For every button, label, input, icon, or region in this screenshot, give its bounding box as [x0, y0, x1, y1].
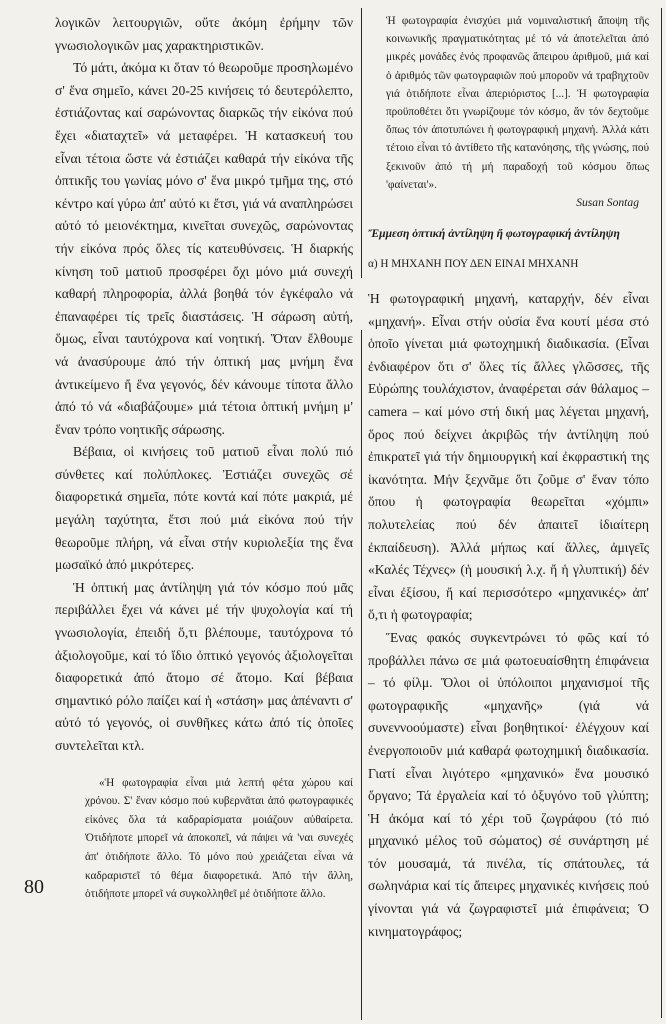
left-quote-text: «Ἡ φωτογραφία εἶναι μιά λεπτή φέτα χώρου καί χρόνου. Σ' ἕναν κόσμο πού κυβερνᾶται ἀπό φωτογραφικές εἰκόνες ὅλα τά καδραρίσματα μοιάζουν αὐθαίρετα. Ὁτιδήποτε μπορεῖ νά ἀποκοπεῖ, νά πάψει νά 'ναι συνεχές ἀπ' ὁτιδήποτε ἄλλο. Τό μόνο πού χρειάζεται εἶναι νά καδραριστεῖ τό θέμα διαφορετικά. Ἀπό τήν ἄλλη, ὁτιδήποτε μπορεῖ νά συγκολληθεῖ μέ ὁτιδήποτε ἄλλο. — [85, 776, 353, 901]
left-column — [55, 0, 353, 904]
section-heading: Ἔμμεση ὀπτική ἀντίληψη ἤ φωτογραφική ἀντίληψη — [368, 227, 620, 241]
left-paragraph-2: Τό μάτι, ἀκόμα κι ὅταν τό θεωροῦμε προσηλωμένο σ' ἕνα σημεῖο, κάνει 20-25 κινήσεις τό δευτερόλεπτο, ἐστιάζοντας καί σαρώνοντας διαρκῶς τήν εἰκόνα πού ἔχει «διαταχτεῖ» νά μεταφέρει. Ἡ κατασκευή του εἶναι τέτοια ὥστε νά ἐστιάζει καθαρά τήν εἰκόνα τῆς ὀπτικῆς του γωνίας μόνο σ' ἕνα μικρό τμῆμα της, στό κέντρο καί γύρω ἀπ' αὐτό κι ἔτσι, γιά νά αναπληρώσει αὐτό τό μειονέκτημα, κινεῖται συνεχῶς, σαρώνοντας τήν εἰκόνα πρός ὅλες τίς κατευθύνσεις. Ἡ διαρκής κίνηση τοῦ ματιοῦ προσφέρει ὄχι μόνο μιά συνεχή καθαρή πληροφορία, ἀλλά βοηθά τόν ἐγκέφαλο νά ἐπαναφέρει τίς τρεῖς διαστάσεις. Ἡ σάρωση αὐτή, ὅμως, εἶναι ταυτόχρονα καί νοητική. Ὅταν ἔλθουμε νά ἀνασύρουμε ἀπό τήν ὀπτική μας μνήμη ἕνα ἀντικείμενο ἤ ἕνα γεγονός, δέν κάνουμε τίποτα ἄλλο ἀπό τό νά «διαβάζουμε» μιά τέτοια ὀπτική μνήμη μ' ἕναν τρόπο νοητικῆς σάρωσης. — [55, 60, 353, 437]
right-quote-text: Ἡ φωτογραφία ἐνισχύει μιά νομιναλιστική ἄποψη τῆς κοινωνικῆς πραγματικότητας μέ τό νά ἀποτελεῖται ἀπό μικρές μονάδες ἑνός προφανῶς ἄπειρου ἀριθμοῦ, μιά καί ὁ ἀριθμός τῶν φωτογραφιῶν πού μποροῦν νά τραβηχτοῦν γιά ὁτιδήποτε εἶναι ἀπεριόριστος [...]. Ἡ φωτογραφία προϋποθέτει ὅτι γνωρίζουμε τόν κόσμο, ἄν τόν δεχτοῦμε ὅπως τόν ἀποτυπώνει ἡ φωτογραφική μηχανή. Ἀλλά κάτι τέτοιο εἶναι τό ἀντίθετο τῆς κατανόησης, τῆς γνώσης, πού ξεκινοῦν ἀπό τή μή παραδοχή τοῦ κόσμου ὅπως 'φαίνεται'». — [386, 15, 649, 191]
left-paragraph-4: Ἡ ὀπτική μας ἀντίληψη γιά τόν κόσμο πού μᾶς περιβάλλει ἔχει νά κάνει μέ τήν ψυχολογία καί τή γνωσιολογία, ἐπειδή ὅ,τι βλέπουμε, ταυτόχρονα τό ἀξιολογοῦμε, καί τό ἴδιο ὀπτικό γεγονός ἀξιολογεῖται διαφορετικά ἀπό ἄτομο σέ ἄτομο. Καί βέβαια σημαντικό ρόλο παίζει καί ἡ «στάση» μας ἀπέναντι σ' αὐτό τό γεγονός, οἱ συνθῆκες κάτω ἀπό τίς ὁποῖες συντελεῖται κτλ. — [55, 579, 353, 753]
right-quote-block — [362, 12, 649, 194]
quote-author: Susan Sontag — [576, 196, 639, 210]
page-number: 80 — [24, 876, 44, 898]
right-column — [362, 0, 649, 943]
left-paragraph-3: Βέβαια, οἱ κινήσεις τοῦ ματιοῦ εἶναι πολύ πιό σύνθετες καί πολύπλοκες. Ἐστιάζει συνεχῶς σέ διαφορετικά σημεῖα, πότε κοντά καί πότε μακριά, μέ μεγάλη ταχύτητα, ἔτσι πού μιά εἰκόνα πού τήν θεωροῦμε πλήρη, νά εἶναι στήν κυριολεξία της ἕνα μωσαϊκό ἀπό μικρότερες. — [55, 444, 353, 573]
right-margin-rule — [661, 8, 662, 1018]
left-quote-block — [85, 774, 353, 904]
right-paragraph-2: Ἕνας φακός συγκεντρώνει τό φῶς καί τό προβάλλει πάνω σε μιά φωτοευαίσθητη ἐπιφάνεια – τό φίλμ. Ὅλοι οἱ ὑπόλοιποι μηχανισμοί τῆς φωτογραφικῆς «μηχανῆς» (γιά νά συνεννοούμαστε) εἶναι βοηθητικοί· ἐλέγχουν καί ἐνεργοποιοῦν μιά καθαρά φωτοχημική διαδικασία. Γιατί εἶναι λιγότερο «μηχανικό» ἕνα μουσικό ὄργανο; Τά ἐργαλεία καί τό ὀξυγόνο τοῦ γλύπτη; Ἡ ἀκόμα καί τό χέρι τοῦ ζωγράφου (τό πιό μηχανικό μέλος τοῦ σώματος) σέ συνάρτηση μέ τόν μουσαμά, τά πινέλα, τίς σπάτουλες, τά σωληνάρια καί τίς ἄπειρες μηχανικές κινήσεις πού γίνονται γιά νά ζωγραφιστεῖ μιά ἐπιφάνεια; Ὁ κινηματογράφος; — [368, 629, 649, 939]
left-paragraph-1: λογικῶν λειτουργιῶν, οὔτε ἀκόμη ἐρήμην τῶν γνωσιολογικῶν μας χαρακτηριστικῶν. — [55, 15, 353, 53]
section-subheading: α) Η ΜΗΧΑΝΗ ΠΟΥ ΔΕΝ ΕΙΝΑΙ ΜΗΧΑΝΗ — [368, 258, 579, 271]
right-paragraph-1: Ἡ φωτογραφική μηχανή, καταρχήν, δέν εἶναι «μηχανή». Εἶναι στήν οὐσία ἕνα κουτί μέσα στό ὁποῖο γίνεται μιά φωτοχημική διαδικασία. (Εἶναι ἐνδιαφέρον ὅτι σ' ὅλες τίς ἄλλες γλῶσσες, τῆς Εὐρώπης τουλάχιστον, ἀναφέρεται σάν θάλαμος – camera – καί μόνο στή δική μας λέγεται μηχανή, ὅρος πού δείχνει ἀκριβῶς τήν ἀντίληψη πού ἐπικρατεῖ γιά τήν δημιουργική καί ἐκφραστική της ἱκανότητα. Μήν ξεχνᾶμε ὅτι ζοῦμε σ' ἕναν τόπο ὅπου ἡ φωτογραφία θεωρεῖται «χόμπι» πολυτελείας πού δέν ἀπαιτεῖ ἰδιαίτερη ἐκπαίδευση). Ἀλλά μήπως καί ἄλλες, ἀμιγεῖς «Καλές Τέχνες» (ἡ μουσική λ.χ. ἤ ἡ γλυπτική) δέν εἶναι ἐξίσου, ἤ καί περισσότερο «μηχανικές» ἀπ' ὅ,τι ἡ φωτογραφία; — [368, 291, 649, 623]
right-body-text — [362, 288, 649, 943]
left-body-text — [55, 12, 353, 758]
